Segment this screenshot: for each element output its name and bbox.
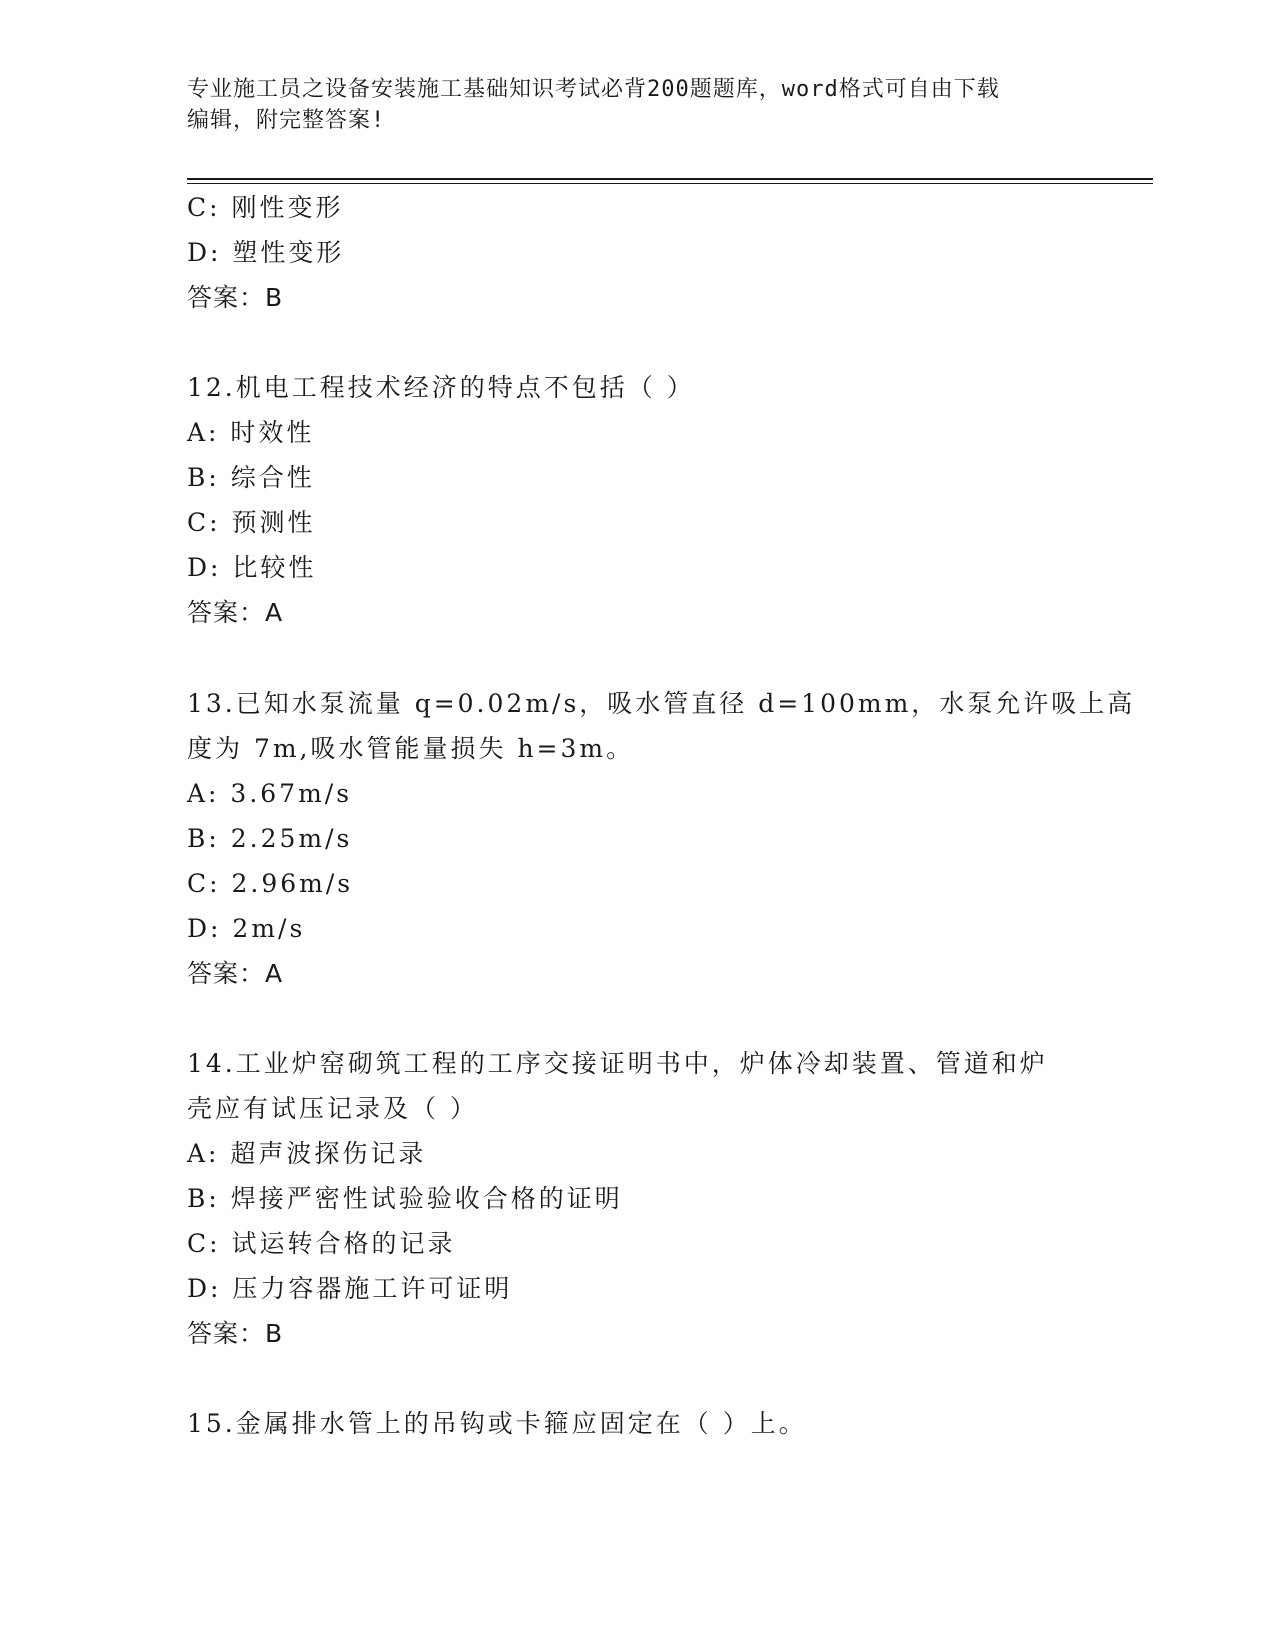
page-header (187, 74, 1067, 136)
header-rule-thick (187, 178, 1153, 180)
q11-option-d: D: 塑性变形 (187, 238, 345, 267)
q11-answer: 答案：B (187, 283, 284, 312)
q13-answer: 答案：A (187, 959, 284, 988)
q13-option-c: C: 2.96m/s (187, 869, 354, 898)
q12-stem: 12.机电工程技术经济的特点不包括（ ） (187, 373, 695, 402)
q15-stem: 15.金属排水管上的吊钩或卡箍应固定在（ ）上。 (187, 1409, 807, 1438)
q14-option-c: C: 试运转合格的记录 (187, 1229, 456, 1258)
q11-option-c: C: 刚性变形 (187, 193, 344, 222)
q13-option-a: A: 3.67m/s (187, 779, 353, 808)
q14-option-a: A: 超声波探伤记录 (187, 1139, 427, 1168)
q13-stem-line-1: 13.已知水泵流量 q=0.02m/s，吸水管直径 d=100mm，水泵允许吸上高 (187, 689, 1136, 718)
q13-option-b: B: 2.25m/s (187, 824, 353, 853)
q12-option-b: B: 综合性 (187, 463, 315, 492)
q13-stem-line-2: 度为 7m,吸水管能量损失 h=3m。 (187, 734, 635, 763)
q14-answer: 答案：B (187, 1319, 284, 1348)
header-rule-thin (187, 183, 1153, 184)
q12-option-d: D: 比较性 (187, 553, 317, 582)
q14-option-b: B: 焊接严密性试验验收合格的证明 (187, 1184, 623, 1213)
header-line-2: 编辑，附完整答案! (187, 108, 386, 133)
q12-option-c: C: 预测性 (187, 508, 316, 537)
q14-stem-line-2: 壳应有试压记录及（ ） (187, 1094, 478, 1123)
q14-option-d: D: 压力容器施工许可证明 (187, 1274, 513, 1303)
q12-answer: 答案：A (187, 598, 284, 627)
q12-option-a: A: 时效性 (187, 418, 315, 447)
q13-option-d: D: 2m/s (187, 914, 306, 943)
header-line-1: 专业施工员之设备安装施工基础知识考试必背200题题库，word格式可自由下载 (187, 77, 1000, 102)
q14-stem-line-1: 14.工业炉窑砌筑工程的工序交接证明书中，炉体冷却装置、管道和炉 (187, 1049, 1048, 1078)
